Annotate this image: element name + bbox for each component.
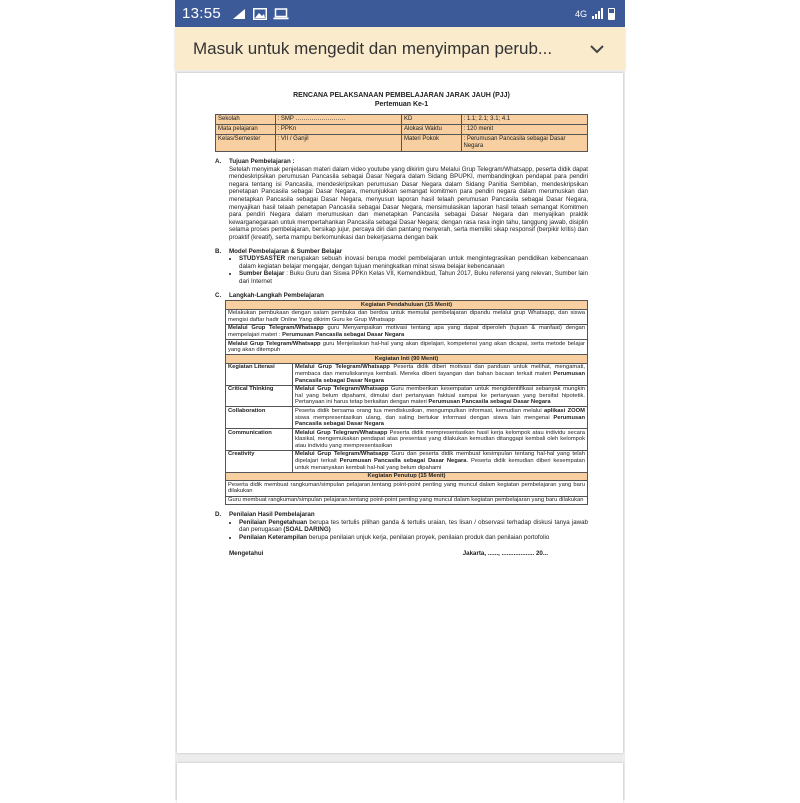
- signature-right: Jakarta, ......, ................... 20...: [462, 549, 548, 557]
- signal-bars-icon: [592, 8, 603, 19]
- info-label: Mata pelajaran: [216, 125, 276, 135]
- info-value: : PPKn: [275, 125, 401, 135]
- activity-label: Kegiatan Literasi: [226, 363, 293, 385]
- chevron-down-icon[interactable]: [587, 39, 607, 59]
- activity-text: Melalui Grup Telegram/Whatsapp Peserta didik mempresentasikan hasil kerja kelompok atau individu secara klasikal, mengemukakan pendapat atas presentasi yang dilakukan kemudian ditanggapi kembali oleh kelompok atau individu yang mempresentasikan: [293, 429, 588, 451]
- signal-upload-icon: [231, 7, 247, 20]
- table-row: [226, 363, 588, 385]
- table-row: [226, 385, 588, 407]
- activity-text: Melalui Grup Telegram/Whatsapp Peserta didik diberi motivasi dan panduan untuk melihat, mengamati, membaca dan menuliskannya kembali. Mereka diberi tayangan dan bahan bacaan terkait materi Perumusan Pancasila sebagai Dasar Negara: [293, 363, 588, 385]
- table-row: Peserta didik membuat rangkuman/simpulan pelajaran.tentang point-point penting yang muncul dalam kegiatan pembelajaran yang baru dilakukan: [226, 481, 588, 496]
- info-label: Kelas/Semester: [216, 135, 276, 152]
- section-a: [215, 158, 588, 242]
- section-heading: Tujuan Pembelajaran :: [229, 158, 295, 165]
- info-value: : 1.1; 2.1; 3.1; 4.1: [461, 115, 588, 125]
- section-letter: A.: [215, 158, 222, 165]
- table-row: Melakukan pembukaan dengan salam pembuka dan berdoa untuk memulai pembelajaran dipandu melalui grup Whatsapp, dan siswa mengisi daftar hadir Online Yang dikirim Guru ke Grup Whatsapp: [226, 309, 588, 324]
- info-label: Materi Pokok: [401, 135, 461, 152]
- table-header: Kegiatan Penutup (15 Menit): [226, 472, 588, 481]
- network-type-label: 4G: [574, 8, 587, 19]
- next-document-page: [177, 763, 623, 803]
- info-value: : Perumusan Pancasila sebagai Dasar Negara: [461, 135, 588, 152]
- info-label: Alokasi Waktu: [401, 125, 461, 135]
- info-value: : VII / Ganjil: [275, 135, 401, 152]
- info-table: [215, 114, 588, 152]
- banner-text: Masuk untuk mengedit dan menyimpan perub...: [193, 38, 553, 58]
- list-item: • STUDYSASTER merupakan sebuah inovasi berupa model pembelajaran untuk mengintegrasikan pendidikan kebencanaan dalam kegiatan belajar mengajar, dengan tujuan meningkatkan minat siswa belajar kebencanaan: [239, 255, 588, 270]
- activity-text: Melalui Grup Telegram/Whatsapp Guru memberikan kesempatan untuk mengidentifikasi sebanyak mungkin hal yang belum dipahami, dimulai dari pertanyaan faktual sampai ke pertanyaan yang bersifat hipotetik. Pertanyaan ini harus tetap berkaitan dengan materi Perumusan Pancasila sebagai Dasar Negara: [293, 385, 588, 407]
- activity-label: Creativity: [226, 450, 293, 472]
- table-row: [226, 407, 588, 429]
- section-letter: B.: [215, 247, 222, 255]
- info-row: [216, 125, 588, 135]
- learning-steps-table: [225, 300, 588, 505]
- battery-icon: [608, 8, 615, 20]
- section-c: [215, 292, 588, 506]
- sign-in-banner[interactable]: [175, 27, 625, 70]
- table-row: Guru membuat rangkuman/simpulan pelajaran.tentang point-point penting yang muncul dalam kegiatan pembelajaran yang baru dilakukan: [226, 496, 588, 505]
- status-right: [575, 8, 615, 20]
- section-text: Setelah menyimak penjelasan materi dalam video youtube yang dikirim guru Melalui Grup Telegram/Whatsapp, peserta didik dapat mendeskripsikan perumusan Pancasila sebagai Dasar Negara dalam Sidang BPUPKI, membandingkan pendapat para pendiri negara tentang isi Pancasila, mendeskripsikan perumusan Dasar Negara dalam Sidang Panitia Sembilan, mendeskripsikan penetapan Pancasila sebagai Dasar Negara, menunjukkan semangat komitmen para pendiri negara dalam merumuskan dan menetapkan Pancasila sebagai Dasar Negara, menyusun laporan hasil telaah perumusan Pancasila sebagai Dasar Negara, menyajikan hasil telaah penetapan Pancasila sebagai Dasar Negara, mensimulasikan laporan hasil telaah semangat Komitmen para pendiri Negara dalam merumuskan dan menetapkan Pancasila sebagai Dasar Negara dan menyajikan praktik kewarganegaraan untuk mempertahankan Pancasila sebagai Dasar Negara; dengan rasa rasa ingin tahu, tanggung jawab, disiplin selama proses pembelajaran, bersikap jujur, percaya diri dan pantang menyerah, serta memiliki sikap responsif (berpikir kritis) dan proaktif (kreatif), serta mampu berkomunikasi dan bekerjasama dengan baik: [229, 165, 588, 241]
- status-bar: [175, 0, 625, 27]
- table-row: Melalui Grup Telegram/Whatsapp guru Menjelaskan hal-hal yang akan dipelajari, kompetensi yang akan dicapai, serta metode belajar yang akan ditempuh: [226, 340, 588, 355]
- table-row: [226, 450, 588, 472]
- table-row: [226, 429, 588, 451]
- section-heading: Langkah-Langkah Pembelajaran: [229, 291, 324, 299]
- doc-subtitle: Pertemuan Ke-1: [374, 101, 429, 108]
- list-item: • Sumber Belajar : Buku Guru dan Siswa PPKn Kelas VII, Kemendikbud, Tahun 2017, Buku referensi yang relevan, Sumber lain dari Internet: [239, 270, 588, 285]
- table-row: Melalui Grup Telegram/Whatsapp guru Menyampaikan motivasi tentang apa yang dapat diperoleh (tujuan & manfaat) dengan mempelajari materi : Perumusan Pancasila sebagai Dasar Negara: [226, 324, 588, 339]
- document-page: [177, 73, 623, 753]
- table-header: Kegiatan Inti (90 Menit): [226, 355, 588, 364]
- info-row: [216, 115, 588, 125]
- activity-label: Critical Thinking: [226, 385, 293, 407]
- section-heading: Penilaian Hasil Pembelajaran: [229, 511, 315, 519]
- activity-label: Collaboration: [226, 407, 293, 429]
- doc-title: RENCANA PELAKSANAAN PEMBELAJARAN JARAK JAUH (PJJ): [293, 92, 510, 99]
- info-value: : 120 menit: [461, 125, 588, 135]
- list-item: • Penilaian Pengetahuan berupa tes tertulis pilihan ganda & tertulis uraian, tes lisan / observasi terhadap diskusi tanya jawab dan penugasan (SOAL DARING): [239, 519, 588, 534]
- image-icon: [253, 8, 267, 20]
- signature-line: [215, 550, 588, 558]
- activity-text: Peserta didik bersama orang tua mendiskusikan, mengumpulkan informasi, kemudian melalui aplikasi ZOOM siswa mempresentasikan ulang, dan saling bertukar informasi dengan siswa lain mengenai Perumusan Pancasila sebagai Dasar Negara: [293, 407, 588, 429]
- list-item: • Penilaian Keterampilan berupa penilaian unjuk kerja, penilaian proyek, penilaian produk dan penilaian portofolio: [239, 534, 588, 542]
- section-letter: D.: [215, 511, 222, 519]
- notification-icons: [231, 7, 289, 20]
- document-viewer[interactable]: [175, 70, 625, 800]
- signature-left: Mengetahui: [229, 549, 264, 557]
- activity-label: Communication: [226, 429, 293, 451]
- section-letter: C.: [215, 291, 222, 299]
- section-d: [215, 511, 588, 541]
- table-header: Kegiatan Pendahuluan (15 Menit): [226, 301, 588, 310]
- info-value: : SMP …………………….: [275, 115, 401, 125]
- section-heading: Model Pembelajaran & Sumber Belajar: [229, 247, 343, 255]
- section-b: [215, 248, 588, 286]
- laptop-icon: [273, 8, 289, 20]
- info-label: Sekolah: [216, 115, 276, 125]
- status-time: 13:55: [182, 5, 222, 22]
- info-label: KD: [401, 115, 461, 125]
- activity-text: Melalui Grup Telegram/Whatsapp Guru dan peserta didik membuat kesimpulan tentang hal-hal yang telah dipelajari terkait Perumusan Pancasila sebagai Dasar Negara. Peserta didik kemudian diberi kesempatan untuk menanyakan kembali hal-hal yang belum dipahami: [293, 450, 588, 472]
- info-row: [216, 135, 588, 152]
